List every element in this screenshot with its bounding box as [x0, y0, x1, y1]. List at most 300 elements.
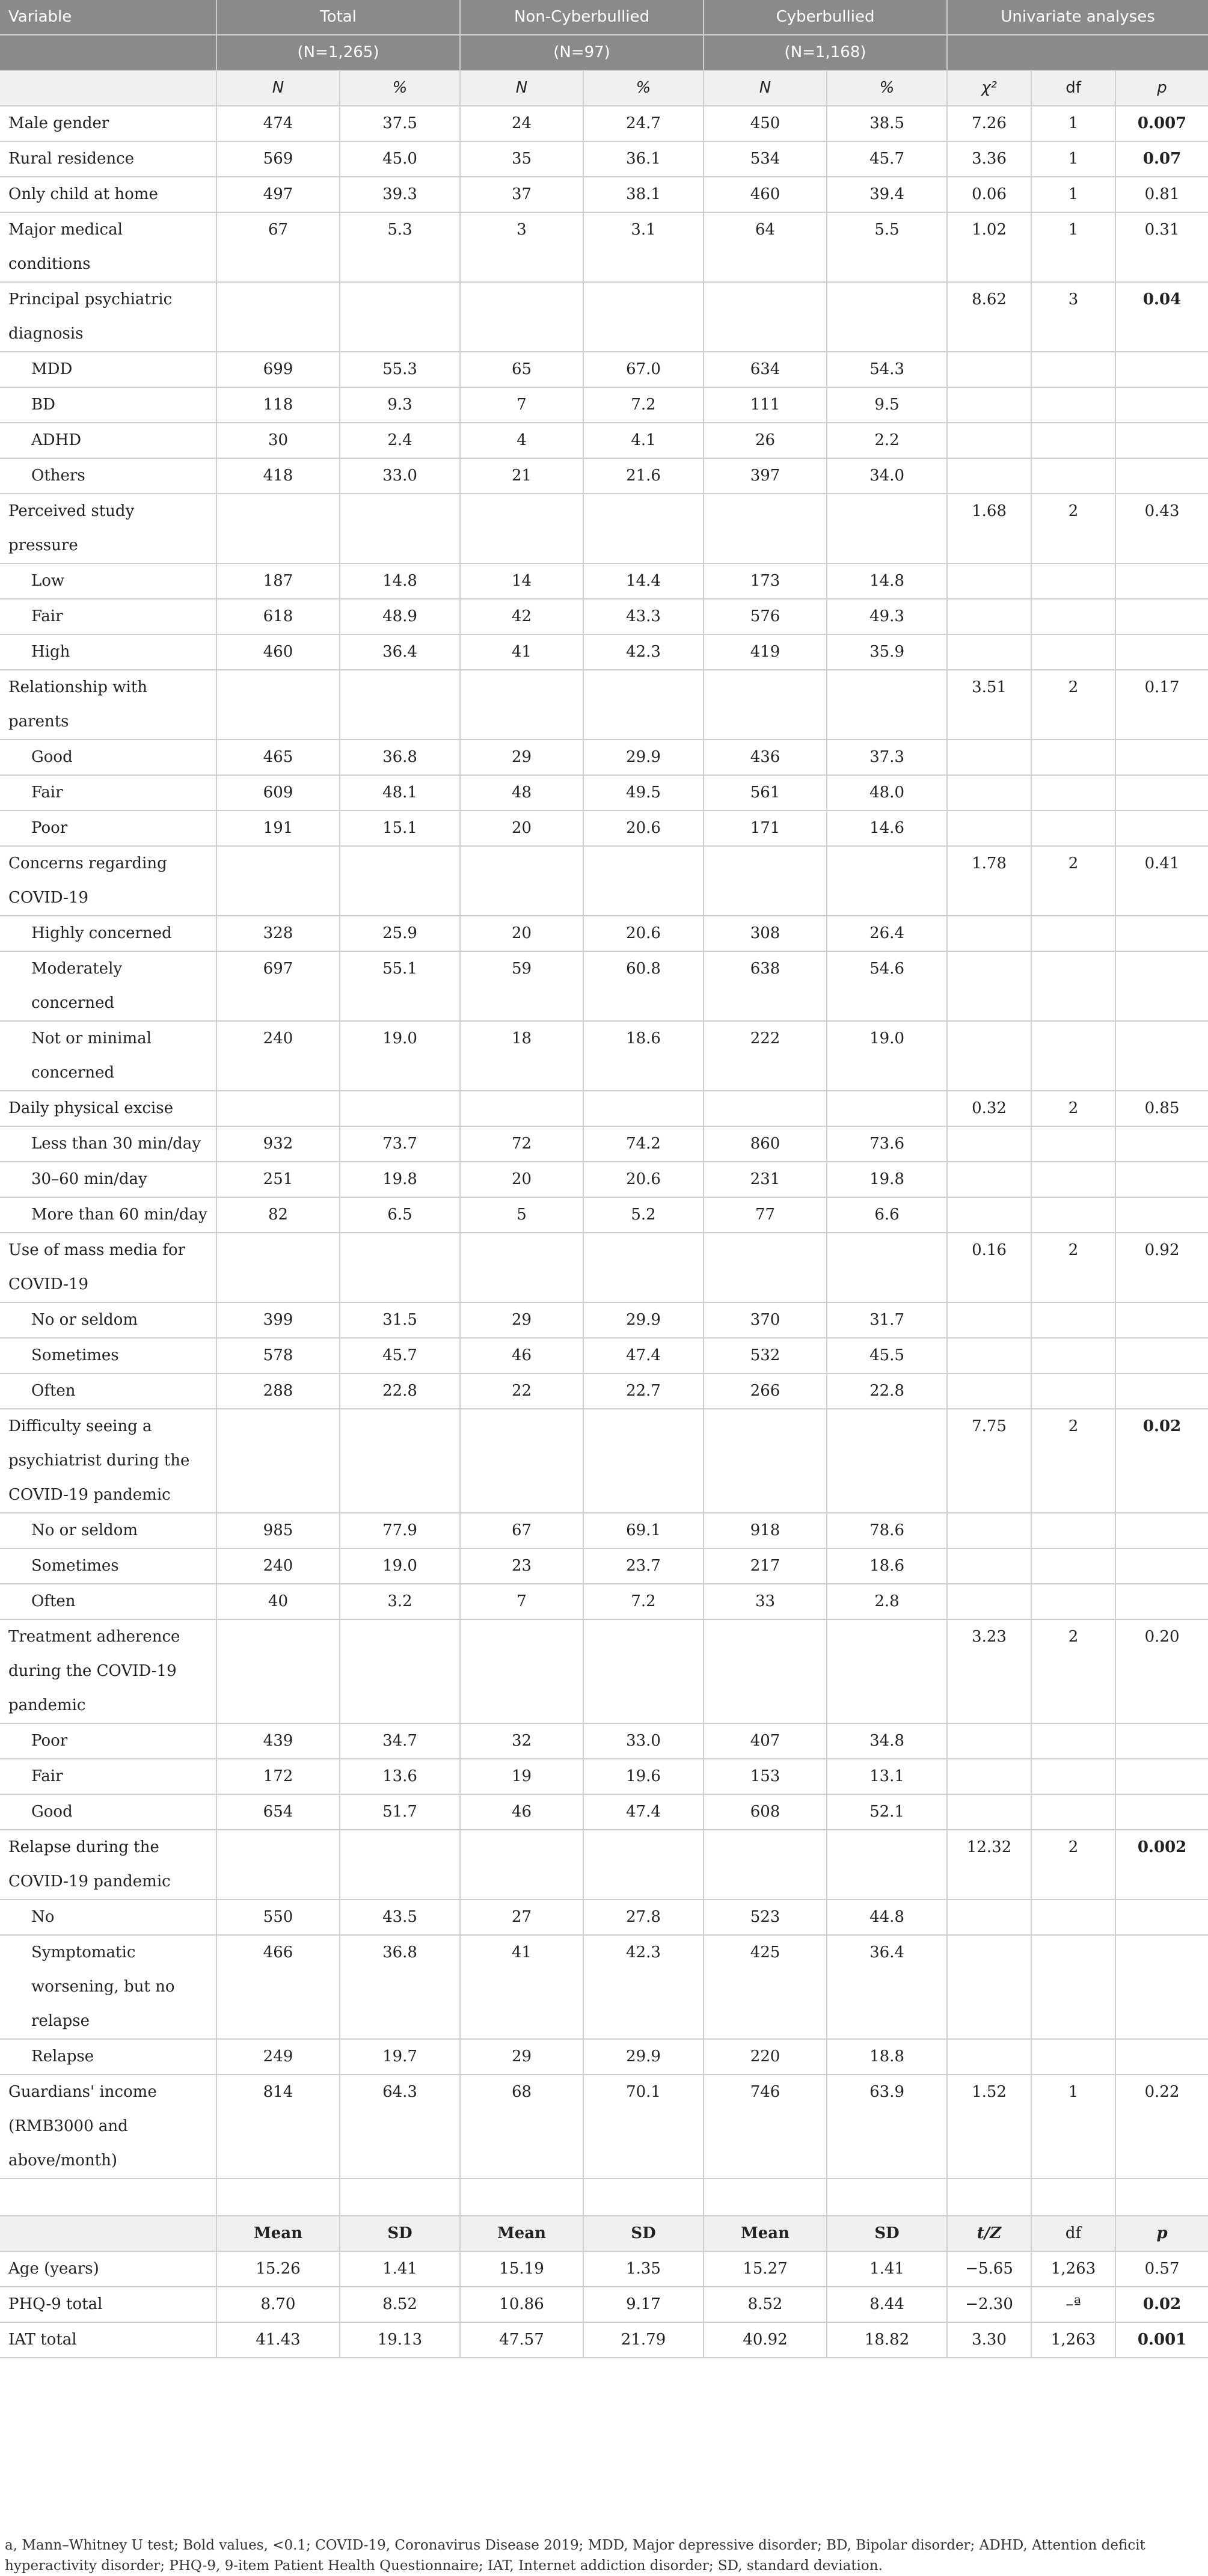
table-cell: 14.6: [827, 811, 947, 846]
table-cell: [947, 634, 1031, 670]
table-cell: 45.0: [340, 141, 460, 177]
table-cell: 36.8: [340, 1935, 460, 2039]
table-cell: 1,263: [1031, 2251, 1115, 2287]
table-cell: 41.43: [216, 2322, 340, 2358]
table-cell: 29.9: [583, 1302, 704, 1338]
table-cell: 20: [460, 916, 583, 951]
row-label: No: [0, 1900, 216, 1935]
table-row: [0, 2039, 1208, 2075]
table-cell: 814: [216, 2075, 340, 2179]
table-cell: [827, 1233, 947, 1302]
table-cell: 67.0: [583, 352, 704, 387]
table-cell: 31.5: [340, 1302, 460, 1338]
table-cell: 0.17: [1115, 670, 1208, 740]
table-footnote: a, Mann–Whitney U test; Bold values, <0.1; COVID-19, Coronavirus Disease 2019; MDD, Major depressive disorder; BD, Bipolar disorder; ADHD, Attention deficit hyperactivity disorder; PHQ-9, 9-item Patient Health Questionnaire; IAT, Internet addiction disorder; SD, standard deviation.: [5, 2538, 1145, 2574]
table-cell: 465: [216, 740, 340, 775]
col-cyber-n: N: [704, 70, 827, 106]
table-cell: 222: [704, 1021, 827, 1091]
table-cell: 37.5: [340, 106, 460, 141]
table-cell: 31.7: [827, 1302, 947, 1338]
table-cell: 0.31: [1115, 212, 1208, 282]
table-cell: [460, 1830, 583, 1900]
row-label: Others: [0, 458, 216, 494]
table-cell: 49.5: [583, 775, 704, 811]
table-cell: [1115, 811, 1208, 846]
table-cell: [1031, 1373, 1115, 1409]
table-cell: [216, 494, 340, 563]
table-cell: 19.0: [827, 1021, 947, 1091]
table-cell: [947, 1548, 1031, 1584]
table-cell: 24.7: [583, 106, 704, 141]
table-cell: 0.92: [1115, 1233, 1208, 1302]
table-cell: [827, 670, 947, 740]
table-cell: 36.4: [827, 1935, 947, 2039]
table-cell: 13.6: [340, 1759, 460, 1794]
table-cell: 0.85: [1115, 1091, 1208, 1126]
table-cell: [1115, 1900, 1208, 1935]
row-label: Symptomatic worsening, but no relapse: [0, 1935, 216, 2039]
table-row: [0, 1302, 1208, 1338]
table-cell: 43.5: [340, 1900, 460, 1935]
table-cell: [216, 1619, 340, 1723]
table-cell: 19.6: [583, 1759, 704, 1794]
table-cell: [1031, 1794, 1115, 1830]
table-cell: 0.04: [1115, 282, 1208, 352]
table-row: [0, 2287, 1208, 2322]
table-cell: [460, 1091, 583, 1126]
table-row: [0, 740, 1208, 775]
table-cell: [704, 670, 827, 740]
table-cell: [1115, 387, 1208, 423]
table-cell: 43.3: [583, 599, 704, 634]
table-cell: 191: [216, 811, 340, 846]
table-cell: [1031, 387, 1115, 423]
row-label: Guardians' income (RMB3000 and above/month): [0, 2075, 216, 2179]
table-cell: 64.3: [340, 2075, 460, 2179]
mean-header-row: [0, 2216, 1208, 2251]
table-cell: 7: [460, 387, 583, 423]
table-cell: 460: [216, 634, 340, 670]
table-cell: 2: [1031, 1619, 1115, 1723]
table-cell: 20: [460, 811, 583, 846]
table-cell: 36.8: [340, 740, 460, 775]
table-cell: [460, 1233, 583, 1302]
header-row-3: [0, 70, 1208, 106]
row-label: ADHD: [0, 423, 216, 458]
col-noncyber-n: N: [460, 70, 583, 106]
row-label: Only child at home: [0, 177, 216, 212]
row-label: BD: [0, 387, 216, 423]
table-cell: 1.35: [583, 2251, 704, 2287]
row-label: Relationship with parents: [0, 670, 216, 740]
table-cell: 21.79: [583, 2322, 704, 2358]
table-cell: 0.22: [1115, 2075, 1208, 2179]
table-row: [0, 1409, 1208, 1513]
table-cell: [460, 282, 583, 352]
table-cell: [827, 1409, 947, 1513]
table-cell: 47.57: [460, 2322, 583, 2358]
table-row: [0, 2322, 1208, 2358]
table-cell: [947, 775, 1031, 811]
table-cell: 1.41: [827, 2251, 947, 2287]
table-cell: 24: [460, 106, 583, 141]
table-cell: [216, 1233, 340, 1302]
table-cell: 42: [460, 599, 583, 634]
row-label: Highly concerned: [0, 916, 216, 951]
table-row: [0, 387, 1208, 423]
table-cell: 14.4: [583, 563, 704, 599]
spacer-row: [0, 2179, 1208, 2216]
table-cell: 0.02: [1115, 1409, 1208, 1513]
table-cell: [1115, 740, 1208, 775]
table-cell: [583, 1830, 704, 1900]
table-cell: 13.1: [827, 1759, 947, 1794]
table-cell: 18.6: [827, 1548, 947, 1584]
table-cell: [827, 282, 947, 352]
table-cell: 118: [216, 387, 340, 423]
table-cell: 37: [460, 177, 583, 212]
table-cell: [583, 282, 704, 352]
table-cell: [1031, 1302, 1115, 1338]
table-row: [0, 1162, 1208, 1197]
table-cell: 64: [704, 212, 827, 282]
table-cell: 20.6: [583, 916, 704, 951]
table-cell: 29: [460, 740, 583, 775]
table-cell: 217: [704, 1548, 827, 1584]
table-cell: 15.19: [460, 2251, 583, 2287]
table-cell: 460: [704, 177, 827, 212]
table-cell: 3.2: [340, 1584, 460, 1619]
table-cell: 35: [460, 141, 583, 177]
table-row: [0, 1233, 1208, 1302]
table-cell: 37.3: [827, 740, 947, 775]
table-cell: 407: [704, 1723, 827, 1759]
table-cell: [1031, 775, 1115, 811]
table-cell: 2: [1031, 670, 1115, 740]
table-cell: 9.5: [827, 387, 947, 423]
table-cell: 425: [704, 1935, 827, 2039]
table-cell: 15.26: [216, 2251, 340, 2287]
table-cell: [1031, 1162, 1115, 1197]
table-cell: 14.8: [340, 563, 460, 599]
table-cell: [1115, 951, 1208, 1021]
table-cell: 1: [1031, 177, 1115, 212]
table-cell: 42.3: [583, 634, 704, 670]
table-row: [0, 2251, 1208, 2287]
table-row: [0, 141, 1208, 177]
table-cell: 0.002: [1115, 1830, 1208, 1900]
table-cell: 1: [1031, 212, 1115, 282]
table-cell: 2.2: [827, 423, 947, 458]
table-cell: 33.0: [340, 458, 460, 494]
row-label: Relapse during the COVID-19 pandemic: [0, 1830, 216, 1900]
table-cell: [1031, 951, 1115, 1021]
table-cell: [704, 846, 827, 916]
table-cell: 2: [1031, 846, 1115, 916]
table-cell: [947, 811, 1031, 846]
table-cell: 550: [216, 1900, 340, 1935]
row-label: Difficulty seeing a psychiatrist during the COVID-19 pandemic: [0, 1409, 216, 1513]
table-cell: [704, 1409, 827, 1513]
row-label: Moderately concerned: [0, 951, 216, 1021]
table-cell: 3.36: [947, 141, 1031, 177]
table-cell: 1,263: [1031, 2322, 1115, 2358]
mean-header-cell: SD: [583, 2216, 704, 2251]
noncyber-n: (N=97): [460, 35, 704, 70]
table-cell: [827, 494, 947, 563]
table-cell: 73.7: [340, 1126, 460, 1162]
table-cell: [827, 1091, 947, 1126]
col-noncyber-pct: %: [583, 70, 704, 106]
table-cell: 240: [216, 1021, 340, 1091]
table-cell: 12.32: [947, 1830, 1031, 1900]
table-row: [0, 494, 1208, 563]
row-label: IAT total: [0, 2322, 216, 2358]
table-cell: 6.6: [827, 1197, 947, 1233]
table-cell: [216, 282, 340, 352]
table-cell: [1031, 2039, 1115, 2075]
table-cell: [1115, 775, 1208, 811]
row-label: Good: [0, 1794, 216, 1830]
table-cell: 746: [704, 2075, 827, 2179]
table-cell: 82: [216, 1197, 340, 1233]
table-row: [0, 1373, 1208, 1409]
table-row: [0, 563, 1208, 599]
table-cell: [1031, 458, 1115, 494]
table-cell: 7.2: [583, 387, 704, 423]
table-cell: [340, 1619, 460, 1723]
table-cell: [1115, 1126, 1208, 1162]
table-cell: 0.06: [947, 177, 1031, 212]
table-cell: 38.5: [827, 106, 947, 141]
table-cell: 450: [704, 106, 827, 141]
table-cell: 65: [460, 352, 583, 387]
table-cell: [947, 1759, 1031, 1794]
table-cell: [1115, 563, 1208, 599]
row-label: Fair: [0, 775, 216, 811]
table-cell: 23.7: [583, 1548, 704, 1584]
table-cell: 171: [704, 811, 827, 846]
table-cell: 19.8: [827, 1162, 947, 1197]
table-cell: 436: [704, 740, 827, 775]
table-cell: [1031, 1548, 1115, 1584]
table-cell: 466: [216, 1935, 340, 2039]
table-cell: 60.8: [583, 951, 704, 1021]
table-cell: [216, 1409, 340, 1513]
row-label: Age (years): [0, 2251, 216, 2287]
table-cell: 0.57: [1115, 2251, 1208, 2287]
table-cell: –ª: [1031, 2287, 1115, 2322]
table-cell: [947, 2039, 1031, 2075]
table-cell: [1115, 916, 1208, 951]
cyber-n: (N=1,168): [704, 35, 947, 70]
row-label: Sometimes: [0, 1548, 216, 1584]
table-cell: [947, 1126, 1031, 1162]
table-cell: 918: [704, 1513, 827, 1548]
table-cell: 19.8: [340, 1162, 460, 1197]
table-cell: 15.27: [704, 2251, 827, 2287]
table-cell: 576: [704, 599, 827, 634]
table-cell: [947, 951, 1031, 1021]
table-cell: 46: [460, 1794, 583, 1830]
table-cell: [1115, 1723, 1208, 1759]
table-cell: 308: [704, 916, 827, 951]
table-cell: 634: [704, 352, 827, 387]
table-cell: [947, 387, 1031, 423]
table-cell: 55.1: [340, 951, 460, 1021]
table-cell: 51.7: [340, 1794, 460, 1830]
table-cell: [460, 1619, 583, 1723]
table-cell: [704, 282, 827, 352]
table-cell: 23: [460, 1548, 583, 1584]
table-cell: [1115, 1338, 1208, 1373]
table-cell: 25.9: [340, 916, 460, 951]
table-cell: 288: [216, 1373, 340, 1409]
table-cell: [460, 494, 583, 563]
mean-header-cell: p: [1115, 2216, 1208, 2251]
table-cell: 7: [460, 1584, 583, 1619]
row-label: Poor: [0, 1723, 216, 1759]
table-cell: [1115, 634, 1208, 670]
table-cell: [1115, 1794, 1208, 1830]
table-cell: 14: [460, 563, 583, 599]
table-row: [0, 1021, 1208, 1091]
table-cell: 18.8: [827, 2039, 947, 2075]
table-cell: [1031, 1338, 1115, 1373]
table-cell: 578: [216, 1338, 340, 1373]
variable-header: Variable: [0, 0, 216, 35]
col-total-n: N: [216, 70, 340, 106]
univariate-header: Univariate analyses: [947, 0, 1208, 35]
table-cell: 49.3: [827, 599, 947, 634]
table-cell: [947, 1162, 1031, 1197]
table-cell: 7.2: [583, 1584, 704, 1619]
table-cell: 48.9: [340, 599, 460, 634]
table-cell: 1.52: [947, 2075, 1031, 2179]
table-cell: [1115, 352, 1208, 387]
table-row: [0, 1197, 1208, 1233]
table-cell: 609: [216, 775, 340, 811]
table-cell: 48: [460, 775, 583, 811]
table-cell: 20: [460, 1162, 583, 1197]
table-cell: 418: [216, 458, 340, 494]
row-label: Relapse: [0, 2039, 216, 2075]
table-cell: [704, 1830, 827, 1900]
table-cell: 2: [1031, 1409, 1115, 1513]
table-cell: [1115, 1373, 1208, 1409]
table-cell: [947, 1900, 1031, 1935]
table-cell: 0.001: [1115, 2322, 1208, 2358]
table-cell: [1115, 458, 1208, 494]
table-cell: [1031, 1723, 1115, 1759]
table-cell: 0.16: [947, 1233, 1031, 1302]
table-cell: 370: [704, 1302, 827, 1338]
table-cell: [947, 916, 1031, 951]
table-row: [0, 352, 1208, 387]
table-row: [0, 846, 1208, 916]
table-cell: 7.26: [947, 106, 1031, 141]
table-row: [0, 423, 1208, 458]
table-cell: 4: [460, 423, 583, 458]
table-cell: 74.2: [583, 1126, 704, 1162]
table-row: [0, 1723, 1208, 1759]
table-cell: 52.1: [827, 1794, 947, 1830]
table-row: [0, 2075, 1208, 2179]
mean-header-cell: Mean: [704, 2216, 827, 2251]
table-cell: [947, 740, 1031, 775]
table-cell: [340, 1233, 460, 1302]
table-cell: [1031, 916, 1115, 951]
table-cell: 29: [460, 2039, 583, 2075]
header-row-2: [0, 35, 1208, 70]
table-cell: 72: [460, 1126, 583, 1162]
table-cell: [1031, 740, 1115, 775]
table-cell: [827, 1619, 947, 1723]
row-label: Fair: [0, 1759, 216, 1794]
table-cell: [1115, 1548, 1208, 1584]
table-cell: 0.43: [1115, 494, 1208, 563]
table-cell: 3.51: [947, 670, 1031, 740]
row-label: Often: [0, 1373, 216, 1409]
table-row: [0, 1619, 1208, 1723]
table-cell: [947, 1935, 1031, 2039]
table-cell: 18.82: [827, 2322, 947, 2358]
table-cell: [1031, 599, 1115, 634]
table-cell: 54.3: [827, 352, 947, 387]
mean-header-cell: Mean: [460, 2216, 583, 2251]
table-cell: 63.9: [827, 2075, 947, 2179]
table-cell: 4.1: [583, 423, 704, 458]
row-label: Less than 30 min/day: [0, 1126, 216, 1162]
table-cell: [1031, 1513, 1115, 1548]
table-cell: [1031, 423, 1115, 458]
table-cell: [1115, 1935, 1208, 2039]
table-cell: 1: [1031, 106, 1115, 141]
table-cell: 187: [216, 563, 340, 599]
table-cell: 21: [460, 458, 583, 494]
table-cell: [947, 1513, 1031, 1548]
table-cell: 36.4: [340, 634, 460, 670]
table-cell: [947, 423, 1031, 458]
table-cell: 249: [216, 2039, 340, 2075]
cyber-header: Cyberbullied: [704, 0, 947, 35]
table-cell: 5: [460, 1197, 583, 1233]
table-row: [0, 775, 1208, 811]
table-cell: 27: [460, 1900, 583, 1935]
row-label: Use of mass media for COVID-19: [0, 1233, 216, 1302]
mean-header-cell: t/Z: [947, 2216, 1031, 2251]
table-cell: [340, 670, 460, 740]
table-cell: 9.3: [340, 387, 460, 423]
table-cell: [704, 1619, 827, 1723]
table-cell: 8.70: [216, 2287, 340, 2322]
table-cell: [583, 1409, 704, 1513]
table-cell: [1031, 1759, 1115, 1794]
table-row: [0, 177, 1208, 212]
table-cell: 67: [460, 1513, 583, 1548]
table-cell: [1115, 1197, 1208, 1233]
table-cell: 20.6: [583, 1162, 704, 1197]
table-cell: [583, 846, 704, 916]
table-cell: [947, 1373, 1031, 1409]
table-cell: 932: [216, 1126, 340, 1162]
table-cell: [1115, 1021, 1208, 1091]
header-row-1: [0, 0, 1208, 35]
row-label: Poor: [0, 811, 216, 846]
table-cell: 47.4: [583, 1794, 704, 1830]
row-label: Treatment adherence during the COVID-19 pandemic: [0, 1619, 216, 1723]
table-cell: 220: [704, 2039, 827, 2075]
